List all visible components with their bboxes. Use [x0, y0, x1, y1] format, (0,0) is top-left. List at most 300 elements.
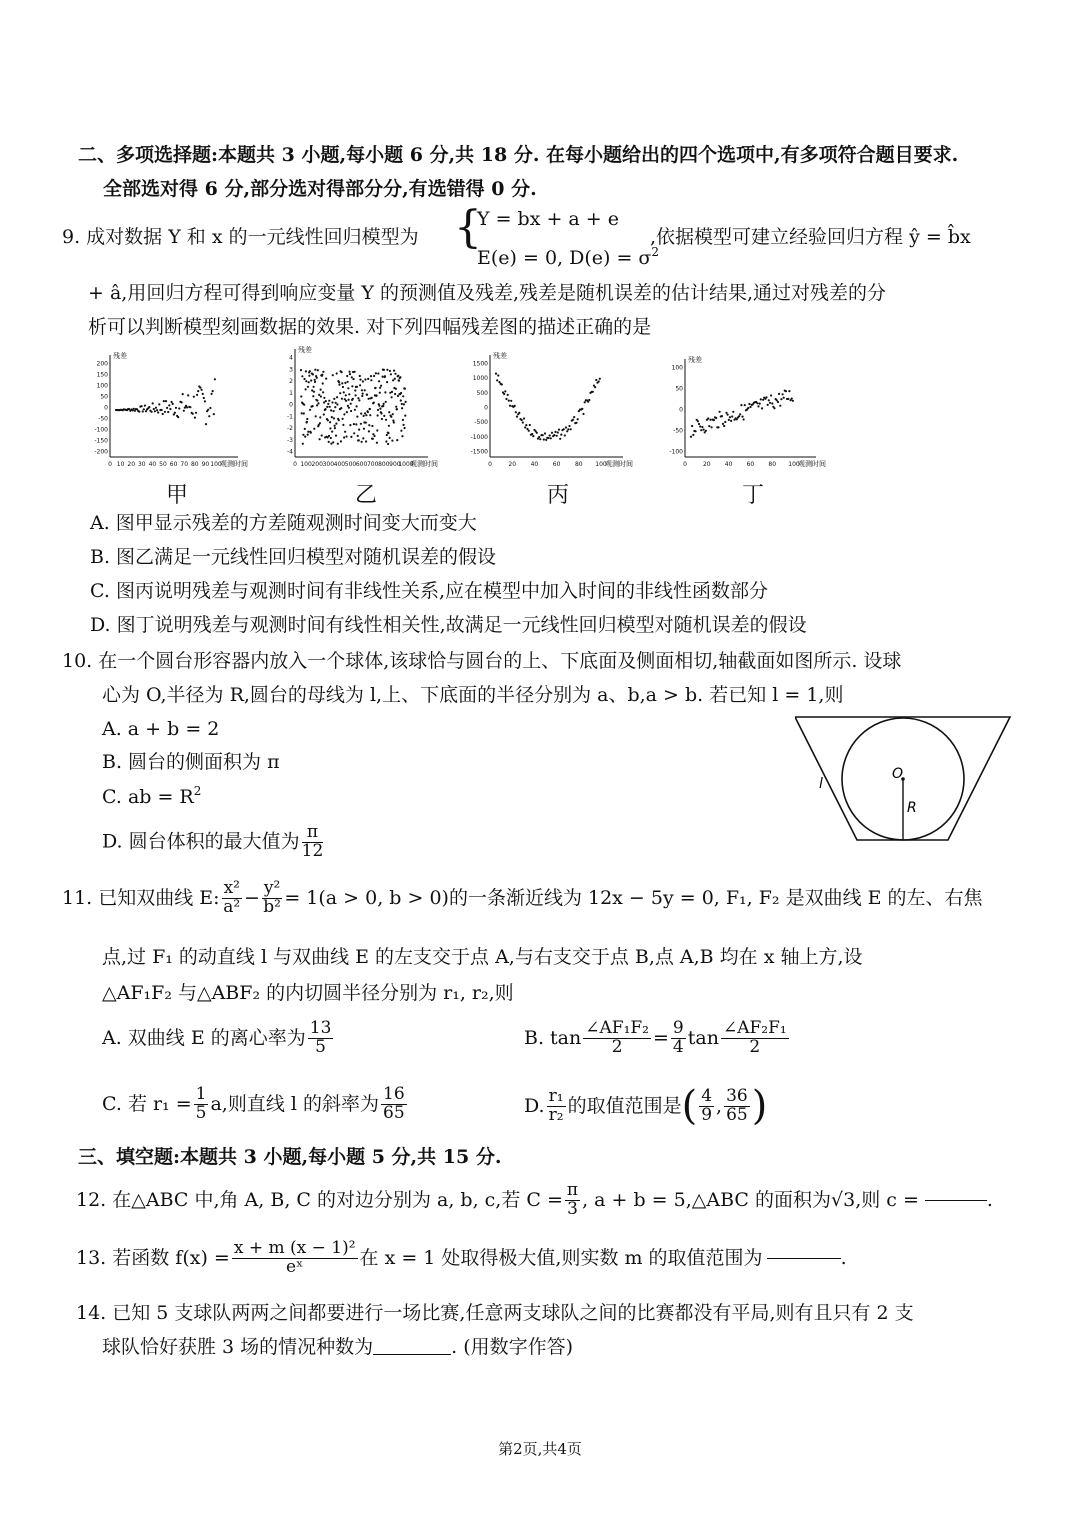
residual-point — [748, 403, 750, 405]
x-tick-label: 300 — [322, 461, 335, 468]
residual-point — [214, 378, 216, 380]
section2-heading-line2: 全部选对得 6 分,部分选对得部分分,有选错得 0 分. — [103, 178, 537, 200]
residual-point — [782, 393, 784, 395]
residual-point — [691, 425, 693, 427]
residual-point — [387, 432, 389, 434]
residual-point — [328, 441, 330, 443]
residual-point — [351, 376, 353, 378]
residual-point — [368, 430, 370, 432]
residual-point — [323, 413, 325, 415]
x-tick-label: 100 — [788, 461, 800, 468]
residual-point — [316, 400, 318, 402]
residual-point — [175, 407, 177, 409]
residual-point — [370, 379, 372, 381]
y-tick-label: 1500 — [472, 360, 488, 368]
residual-point — [314, 369, 316, 371]
residual-point — [510, 400, 512, 402]
residual-point — [156, 409, 158, 411]
residual-point — [201, 389, 203, 391]
q10-line2: 心为 O,半径为 R,圆台的母线为 l,上、下底面的半径分别为 a、b,a > b. 若已知 l = 1,则 — [102, 684, 844, 706]
residual-point — [362, 380, 364, 382]
residual-point — [300, 369, 302, 371]
residual-point — [554, 431, 556, 433]
residual-point — [303, 404, 305, 406]
residual-point — [768, 399, 770, 401]
residual-point — [759, 403, 761, 405]
residual-point — [322, 382, 324, 384]
residual-point — [371, 397, 373, 399]
residual-point — [377, 372, 379, 374]
residual-point — [314, 381, 316, 383]
residual-point — [144, 405, 146, 407]
residual-point — [380, 412, 382, 414]
residual-point — [152, 402, 154, 404]
residual-point — [567, 428, 569, 430]
residual-point — [394, 393, 396, 395]
x-tick-label: 0 — [683, 461, 687, 468]
residual-point — [324, 408, 326, 410]
x-tick-label: 0 — [108, 461, 112, 468]
residual-point — [193, 396, 195, 398]
residual-point — [316, 377, 318, 379]
residual-point — [309, 409, 311, 411]
residual-point — [404, 427, 406, 429]
residual-point — [393, 421, 395, 423]
residual-point — [572, 419, 574, 421]
residual-point — [358, 399, 360, 401]
residual-point — [780, 398, 782, 400]
residual-point — [209, 407, 211, 409]
residual-point — [174, 412, 176, 414]
residual-point — [313, 391, 315, 393]
residual-point — [309, 370, 311, 372]
residual-point — [398, 380, 400, 382]
residual-point — [364, 412, 366, 414]
residual-point — [305, 380, 307, 382]
figure-label-r: R — [907, 800, 917, 816]
residual-point — [354, 389, 356, 391]
residual-point — [395, 406, 397, 408]
residual-point — [375, 372, 377, 374]
residual-point — [721, 415, 723, 417]
residual-point — [559, 438, 561, 440]
residual-point — [592, 391, 594, 393]
residual-point — [392, 379, 394, 381]
residual-point — [327, 403, 329, 405]
residual-point — [373, 435, 375, 437]
residual-point — [148, 406, 150, 408]
q9-prefix: 9. 成对数据 Y 和 x 的一元线性回归模型为 — [62, 226, 419, 248]
residual-point — [362, 437, 364, 439]
residual-point — [327, 419, 329, 421]
residual-point — [353, 432, 355, 434]
residual-point — [141, 405, 143, 407]
residual-point — [367, 378, 369, 380]
residual-point — [303, 412, 305, 414]
q9-option-b: B. 图乙满足一元线性回归模型对随机误差的假设 — [90, 546, 497, 568]
residual-point — [323, 401, 325, 403]
residual-point — [187, 394, 189, 396]
y-tick-label: -500 — [474, 419, 488, 427]
residual-point — [550, 437, 552, 439]
plot-label-ding: 丁 — [742, 483, 765, 508]
residual-point — [391, 396, 393, 398]
residual-point — [711, 426, 713, 428]
residual-point — [557, 431, 559, 433]
residual-point — [386, 381, 388, 383]
residual-point — [345, 394, 347, 396]
residual-point — [516, 416, 518, 418]
residual-point — [349, 373, 351, 375]
residual-point — [765, 396, 767, 398]
residual-point — [359, 384, 361, 386]
y-tick-label: -100 — [94, 426, 108, 434]
residual-point — [379, 387, 381, 389]
y-axis-label: 残差 — [493, 352, 507, 360]
residual-point — [563, 428, 565, 430]
residual-point — [310, 432, 312, 434]
residual-point — [504, 390, 506, 392]
residual-point — [329, 421, 331, 423]
residual-point — [379, 408, 381, 410]
residual-point — [335, 423, 337, 425]
residual-point — [553, 434, 555, 436]
residual-point — [349, 424, 351, 426]
residual-point — [697, 420, 699, 422]
residual-point — [331, 431, 333, 433]
x-tick-label: 500 — [344, 461, 357, 468]
residual-point — [365, 440, 367, 442]
residual-point — [396, 408, 398, 410]
q9-eq2: E(e) = 0, D(e) = σ — [477, 247, 652, 269]
y-tick-label: 3 — [289, 366, 293, 374]
x-tick-label: 200 — [311, 461, 323, 468]
residual-point — [384, 391, 386, 393]
residual-point — [168, 404, 170, 406]
residual-point — [342, 424, 344, 426]
residual-point — [361, 441, 363, 443]
q14-answer-blank — [373, 1354, 451, 1355]
x-tick-label: 900 — [389, 461, 401, 468]
residual-point — [347, 381, 349, 383]
plot-label-yi: 乙 — [355, 483, 378, 508]
residual-point — [302, 443, 304, 445]
residual-point — [404, 415, 406, 417]
residual-point — [207, 409, 209, 411]
residual-point — [333, 417, 335, 419]
residual-point — [544, 432, 546, 434]
q11-hx-den: a² — [223, 896, 241, 917]
x-tick-label: 50 — [159, 461, 167, 468]
residual-point — [498, 381, 500, 383]
residual-point — [331, 416, 333, 418]
residual-point — [389, 370, 391, 372]
residual-point — [738, 415, 740, 417]
x-tick-label: 20 — [508, 461, 517, 468]
residual-point — [364, 389, 366, 391]
residual-point — [203, 397, 205, 399]
residual-point — [365, 414, 367, 416]
residual-point — [337, 443, 339, 445]
residual-point — [368, 398, 370, 400]
residual-point — [505, 398, 507, 400]
q9-line2: + â,用回归方程可得到响应变量 Y 的预测值及残差,残差是随机误差的估计结果,通过对残差的分 — [88, 282, 887, 304]
residual-point — [350, 436, 352, 438]
residual-point — [709, 419, 711, 421]
residual-point — [330, 437, 332, 439]
residual-point — [378, 405, 380, 407]
residual-point — [507, 394, 509, 396]
residual-point — [348, 393, 350, 395]
residual-point — [383, 415, 385, 417]
y-tick-label: 100 — [671, 364, 683, 372]
residual-point — [358, 429, 360, 431]
x-tick-label: 10 — [116, 461, 125, 468]
residual-point — [346, 411, 348, 413]
residual-point — [352, 398, 354, 400]
q12-answer-blank — [925, 1200, 987, 1201]
residual-point — [333, 410, 335, 412]
residual-point — [739, 413, 741, 415]
residual-point — [744, 404, 746, 406]
residual-point — [310, 379, 312, 381]
residual-point — [729, 416, 731, 418]
residual-point — [313, 428, 315, 430]
residual-point — [722, 423, 724, 425]
residual-point — [740, 404, 742, 406]
residual-point — [536, 432, 538, 434]
residual-point — [319, 438, 321, 440]
residual-point — [787, 398, 789, 400]
residual-point — [400, 430, 402, 432]
x-axis-label: 观测时间 — [798, 460, 826, 468]
residual-point — [338, 419, 340, 421]
residual-point — [353, 423, 355, 425]
residual-point — [301, 375, 303, 377]
residual-point — [336, 372, 338, 374]
residual-point — [771, 402, 773, 404]
residual-point — [366, 394, 368, 396]
residual-point — [335, 402, 337, 404]
residual-point — [177, 416, 179, 418]
x-tick-label: 1000 — [398, 461, 414, 468]
residual-point — [389, 437, 391, 439]
residual-point — [564, 434, 566, 436]
residual-point — [728, 419, 730, 421]
residual-point — [522, 421, 524, 423]
residual-point — [320, 395, 322, 397]
residual-point — [777, 401, 779, 403]
q11-option-d: D. $\frac{\text{r₁}}{\text{r₂}}$ 的取值范围是 ( $\frac{4}{9}$ , $\frac{36}{65}$ ) — [524, 1083, 768, 1129]
residual-point — [359, 375, 361, 377]
y-tick-label: 2 — [289, 378, 293, 385]
residual-point — [312, 405, 314, 407]
residual-point — [375, 387, 377, 389]
residual-point — [384, 375, 386, 377]
residual-point — [595, 379, 597, 381]
residual-point — [189, 406, 191, 408]
residual-point — [325, 378, 327, 380]
residual-point — [306, 418, 308, 420]
residual-point — [154, 410, 156, 412]
residual-point — [770, 394, 772, 396]
residual-point — [397, 375, 399, 377]
residual-point — [341, 382, 343, 384]
residual-point — [363, 415, 365, 417]
residual-point — [529, 424, 531, 426]
residual-point — [531, 433, 533, 435]
residual-point — [395, 388, 397, 390]
residual-point — [528, 430, 530, 432]
x-axis-label: 观测时间 — [220, 460, 248, 468]
residual-point — [723, 425, 725, 427]
residual-point — [509, 405, 511, 407]
residual-point — [323, 397, 325, 399]
residual-point — [364, 378, 366, 380]
residual-point — [692, 434, 694, 436]
residual-point — [525, 424, 527, 426]
residual-point — [372, 438, 374, 440]
q11-option-b: B. tan $\frac{\text{∠AF₁F₂}}{2}$ = $\frac{9}{4}$ tan $\frac{\text{∠AF₂F₁}}{2}$ — [524, 1018, 787, 1057]
residual-point — [543, 438, 545, 440]
residual-point — [182, 393, 184, 395]
q9-line3: 析可以判断模型刻画数据的效果. 对下列四幅残差图的描述正确的是 — [88, 316, 652, 338]
x-tick-label: 40 — [530, 461, 539, 468]
residual-point — [362, 393, 364, 395]
x-tick-label: 30 — [137, 461, 146, 468]
plot-label-jia: 甲 — [166, 483, 189, 508]
residual-point — [356, 386, 358, 388]
residual-point — [357, 435, 359, 437]
residual-point — [319, 416, 321, 418]
residual-point — [340, 407, 342, 409]
residual-point — [391, 440, 393, 442]
residual-point — [757, 405, 759, 407]
x-tick-label: 100 — [300, 461, 312, 468]
residual-point — [308, 381, 310, 383]
residual-point — [403, 403, 405, 405]
residual-point — [162, 413, 164, 415]
page-number: 第2页,共4页 — [498, 1440, 582, 1458]
residual-point — [727, 414, 729, 416]
q11-line2: 点,过 F₁ 的动直线 l 与双曲线 E 的左支交于点 A,与右支交于点 B,点 A,B 均在 x 轴上方,设 — [102, 946, 863, 968]
residual-point — [566, 430, 568, 432]
y-tick-label: -50 — [98, 415, 108, 423]
residual-point — [341, 371, 343, 373]
residual-point — [354, 409, 356, 411]
residual-point — [779, 405, 781, 407]
residual-point — [365, 422, 367, 424]
residual-point — [318, 394, 320, 396]
residual-point — [335, 435, 337, 437]
y-tick-label: 50 — [100, 393, 108, 401]
residual-point — [394, 373, 396, 375]
residual-plots — [80, 345, 1040, 475]
q11-line3: △AF₁F₂ 与△ABF₂ 的内切圆半径分别为 r₁, r₂,则 — [102, 982, 514, 1004]
residual-point — [788, 390, 790, 392]
residual-point — [212, 390, 214, 392]
residual-point — [575, 422, 577, 424]
residual-point — [690, 436, 692, 438]
residual-point — [367, 411, 369, 413]
q11-hx-num: x² — [223, 878, 240, 898]
residual-point — [320, 389, 322, 391]
section2-heading: 二、多项选择题:本题共 3 小题,每小题 6 分,共 18 分. 在每小题给出的四个选项中,有多项符合题目要求. — [78, 144, 959, 166]
y-tick-label: 500 — [476, 389, 488, 397]
residual-point — [542, 434, 544, 436]
residual-point — [350, 403, 352, 405]
residual-plot-2 — [471, 351, 633, 468]
q9-eq1: Y = bx + a + e — [477, 208, 619, 230]
residual-point — [321, 434, 323, 436]
residual-point — [785, 390, 787, 392]
residual-point — [316, 404, 318, 406]
residual-point — [402, 419, 404, 421]
residual-point — [304, 428, 306, 430]
x-tick-label: 100 — [595, 461, 607, 468]
residual-point — [568, 425, 570, 427]
x-tick-label: 60 — [746, 461, 755, 468]
residual-point — [388, 425, 390, 427]
residual-point — [373, 402, 375, 404]
q10-option-d-den: 12 — [301, 840, 324, 861]
y-tick-label: -1000 — [470, 433, 488, 441]
y-tick-label: 1 — [289, 389, 293, 397]
residual-point — [355, 423, 357, 425]
residual-point — [713, 419, 715, 421]
residual-point — [345, 400, 347, 402]
residual-point — [360, 413, 362, 415]
residual-point — [551, 432, 553, 434]
residual-point — [183, 410, 185, 412]
residual-point — [192, 413, 194, 415]
residual-point — [369, 414, 371, 416]
residual-point — [158, 403, 160, 405]
q9-suffix: ,依据模型可建立经验回归方程 ŷ = b̂x — [650, 226, 971, 248]
q14-line2: 球队恰好获胜 3 场的情况种数为 . (用数字作答) — [102, 1336, 574, 1358]
residual-point — [760, 398, 762, 400]
residual-point — [346, 375, 348, 377]
residual-plot-1 — [287, 345, 438, 468]
residual-point — [719, 411, 721, 413]
q11-hy-num: y² — [263, 878, 281, 898]
x-axis-label: 观测时间 — [410, 460, 438, 468]
residual-point — [334, 427, 336, 429]
residual-point — [731, 415, 733, 417]
residual-point — [382, 405, 384, 407]
x-tick-label: 20 — [702, 461, 711, 468]
residual-point — [317, 369, 319, 371]
residual-point — [348, 399, 350, 401]
plot-label-bing: 丙 — [547, 483, 570, 508]
x-tick-label: 70 — [180, 461, 189, 468]
residual-point — [340, 440, 342, 442]
residual-point — [319, 422, 321, 424]
residual-point — [717, 426, 719, 428]
residual-point — [157, 411, 159, 413]
residual-point — [747, 407, 749, 409]
residual-point — [376, 442, 378, 444]
residual-point — [329, 427, 331, 429]
residual-point — [312, 373, 314, 375]
residual-point — [388, 411, 390, 413]
q10-option-d-num: π — [302, 824, 324, 843]
residual-point — [514, 405, 516, 407]
residual-point — [701, 426, 703, 428]
y-tick-label: -200 — [94, 448, 108, 456]
q10-option-b: B. 圆台的侧面积为 π — [102, 751, 280, 773]
residual-point — [326, 406, 328, 408]
